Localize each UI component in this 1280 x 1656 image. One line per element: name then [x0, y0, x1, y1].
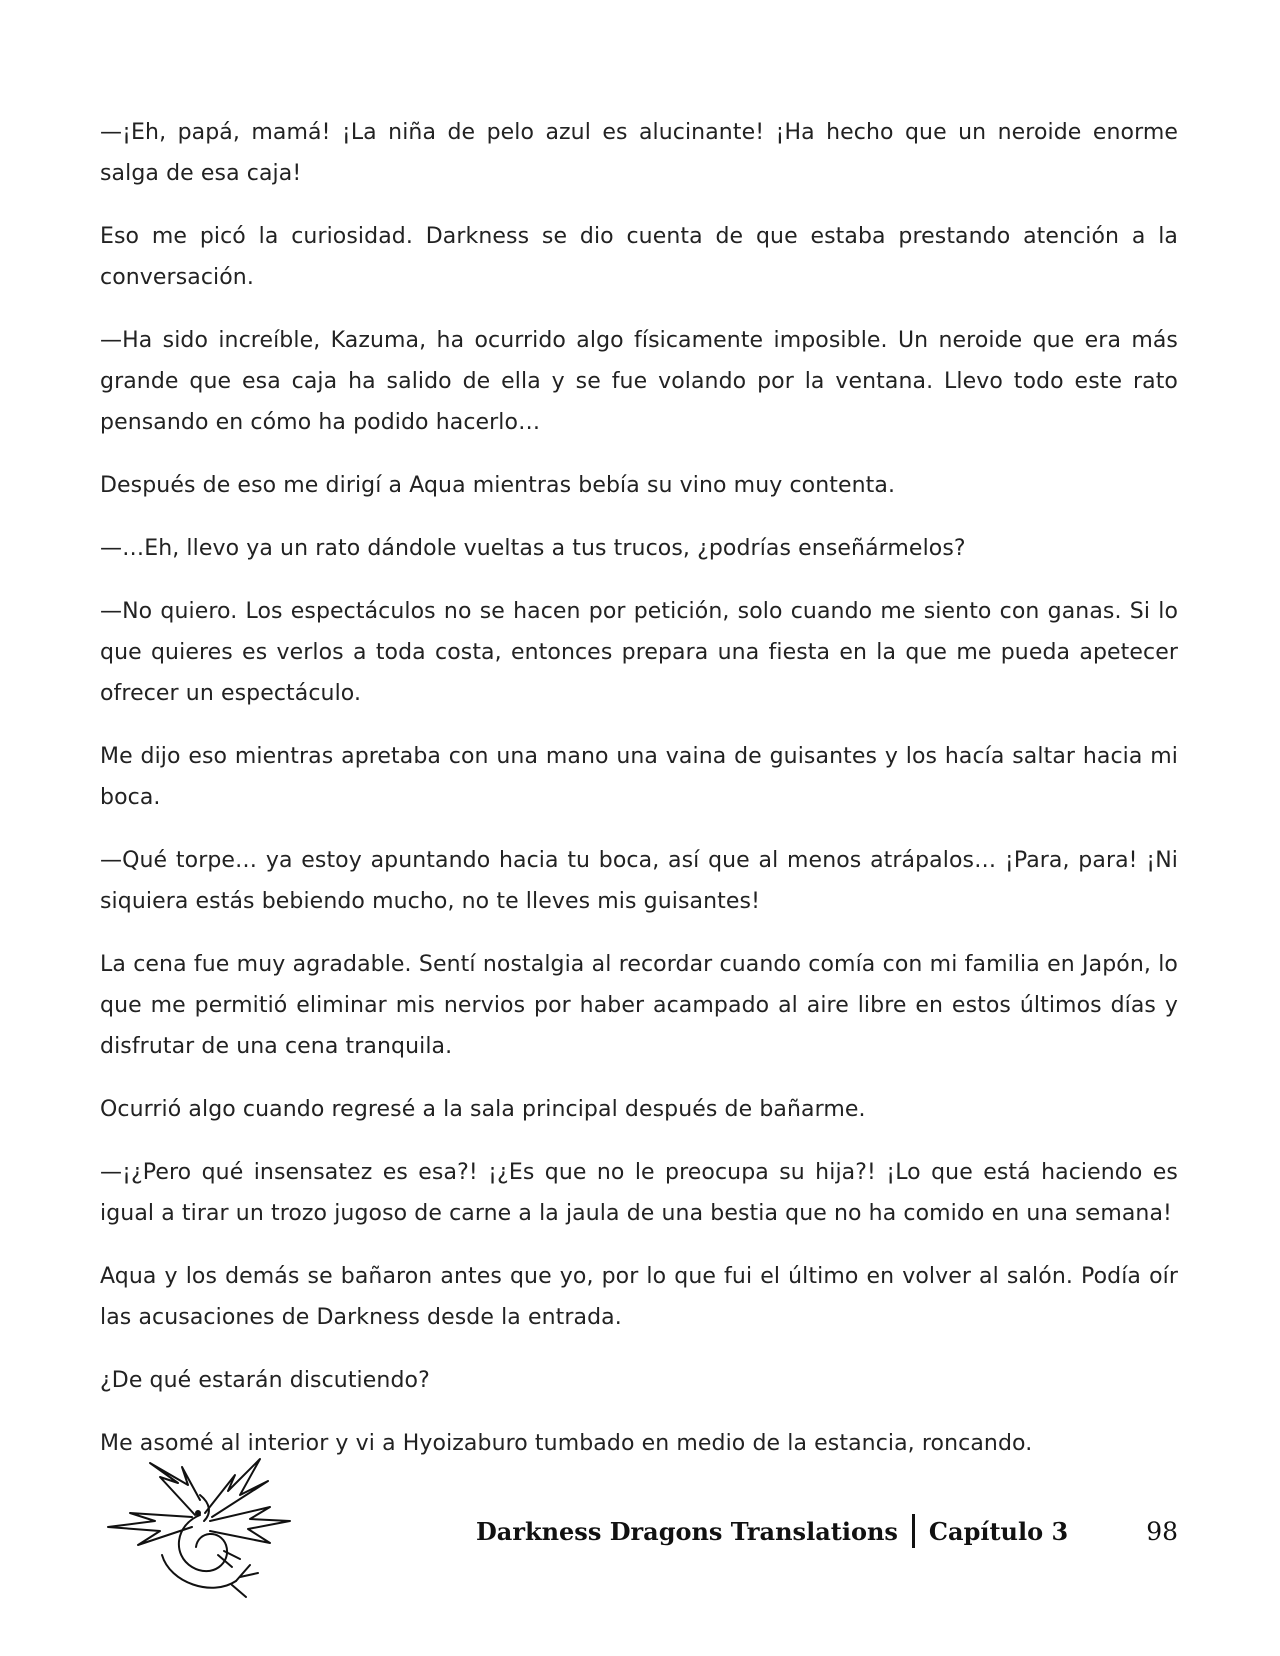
dragon-logo-icon	[100, 1455, 300, 1605]
paragraph: Eso me picó la curiosidad. Darkness se dio cuenta de que estaba prestando atención a la conversación.	[100, 224, 1178, 290]
paragraph: —¡¿Pero qué insensatez es esa?! ¡¿Es que no le preocupa su hija?! ¡Lo que está haciendo es igual a tirar un trozo jugoso de carne a la jaula de una bestia que no ha comido en una semana!	[100, 1160, 1178, 1226]
paragraph: Aqua y los demás se bañaron antes que yo, por lo que fui el último en volver al salón. Podía oír las acusaciones de Darkness desde la entrada.	[100, 1264, 1178, 1330]
paragraph: —No quiero. Los espectáculos no se hacen por petición, solo cuando me siento con ganas. Si lo que quieres es verlos a toda costa, entonces prepara una fiesta en la que me pueda apetecer ofrecer un espectáculo.	[100, 599, 1178, 706]
page-number: 98	[1146, 1516, 1178, 1546]
translation-group: Darkness Dragons Translations	[475, 1516, 898, 1546]
paragraph: —…Eh, llevo ya un rato dándole vueltas a tus trucos, ¿podrías enseñármelos?	[100, 536, 966, 561]
body-text	[100, 112, 1178, 1486]
paragraph: Me asomé al interior y vi a Hyoizaburo tumbado en medio de la estancia, roncando.	[100, 1431, 1033, 1456]
paragraph: —¡Eh, papá, mamá! ¡La niña de pelo azul es alucinante! ¡Ha hecho que un neroide enorme salga de esa caja!	[100, 120, 1178, 186]
paragraph: ¿De qué estarán discutiendo?	[100, 1368, 430, 1393]
paragraph: —Ha sido increíble, Kazuma, ha ocurrido algo físicamente imposible. Un neroide que era más grande que esa caja ha salido de ella y se fue volando por la ventana. Llevo todo este rato pensando en cómo ha podido hacerlo…	[100, 328, 1178, 435]
paragraph: Ocurrió algo cuando regresé a la sala principal después de bañarme.	[100, 1097, 866, 1122]
page-footer	[100, 1455, 1178, 1605]
chapter-label: Capítulo 3	[928, 1516, 1069, 1546]
footer-credit	[476, 1511, 1178, 1551]
paragraph: Después de eso me dirigí a Aqua mientras bebía su vino muy contenta.	[100, 473, 896, 498]
paragraph: —Qué torpe… ya estoy apuntando hacia tu boca, así que al menos atrápalos… ¡Para, para! ¡Ni siquiera estás bebiendo mucho, no te lleves mis guisantes!	[100, 848, 1178, 914]
paragraph: La cena fue muy agradable. Sentí nostalgia al recordar cuando comía con mi familia en Japón, lo que me permitió eliminar mis nervios por haber acampado al aire libre en estos últimos días y disfrutar de una cena tranquila.	[100, 952, 1178, 1059]
paragraph: Me dijo eso mientras apretaba con una mano una vaina de guisantes y los hacía saltar hacia mi boca.	[100, 744, 1178, 810]
footer-divider	[912, 1514, 915, 1548]
